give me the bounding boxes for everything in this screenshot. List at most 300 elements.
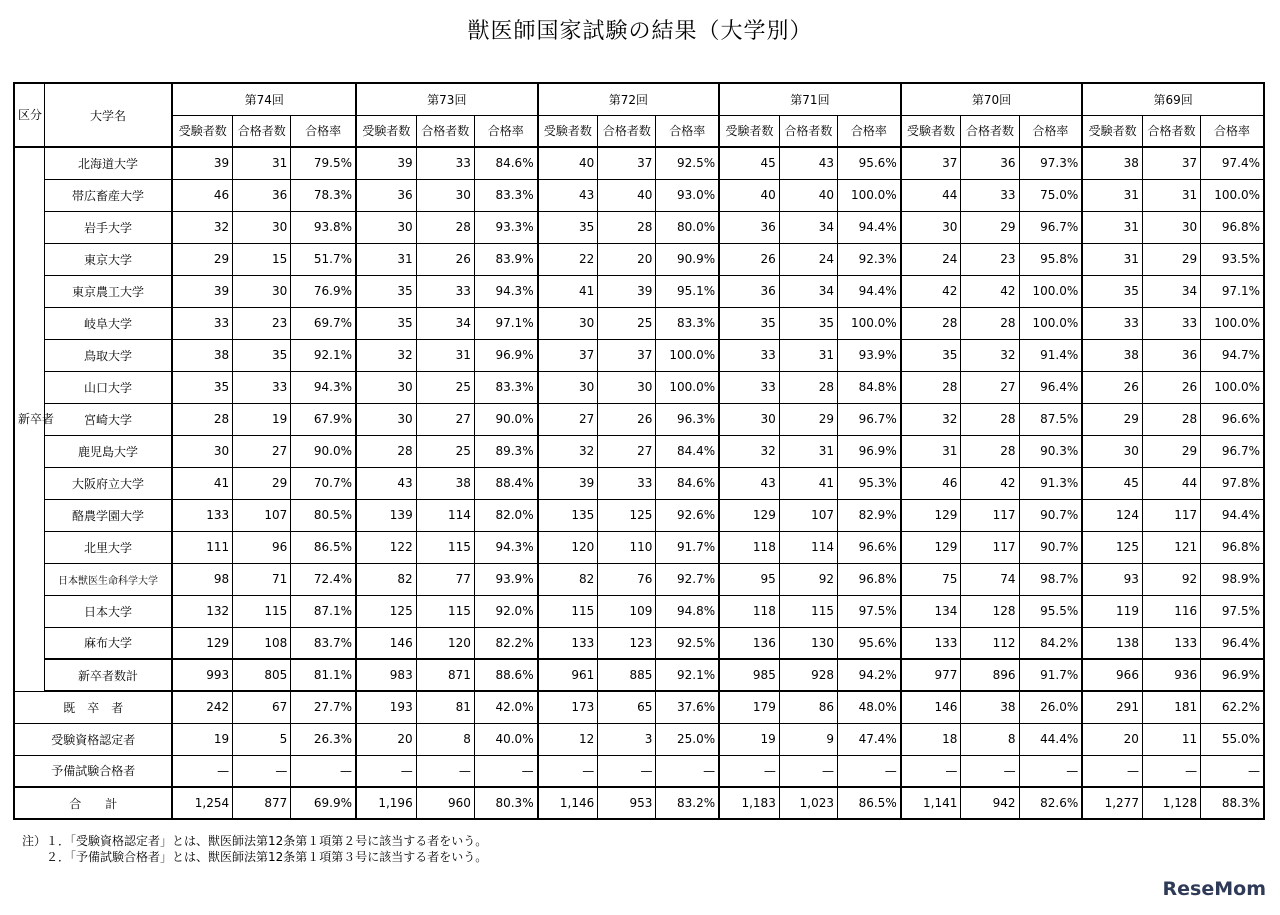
row-label: 合 計 (14, 787, 172, 819)
value-cell: 94.4% (838, 275, 901, 307)
value-cell: 1,183 (719, 787, 779, 819)
value-cell: 24 (779, 243, 837, 275)
value-cell: 100.0% (838, 307, 901, 339)
session-header: 第71回 (719, 83, 901, 115)
value-cell: 94.3% (474, 531, 537, 563)
value-cell: 130 (779, 627, 837, 659)
value-cell: 30 (598, 371, 656, 403)
value-cell: 128 (961, 595, 1019, 627)
value-cell: 30 (356, 403, 416, 435)
value-cell: 86.5% (838, 787, 901, 819)
value-cell: 96.4% (1201, 627, 1264, 659)
value-cell: 69.7% (291, 307, 356, 339)
value-cell: 1,128 (1142, 787, 1200, 819)
value-cell: 45 (1082, 467, 1142, 499)
value-cell: — (779, 755, 837, 787)
value-cell: 123 (598, 627, 656, 659)
value-cell: 36 (719, 211, 779, 243)
value-cell: 25 (416, 371, 474, 403)
value-cell: 19 (172, 723, 232, 755)
value-cell: 985 (719, 659, 779, 691)
value-cell: 1,146 (538, 787, 598, 819)
value-cell: 30 (416, 179, 474, 211)
value-cell: 28 (1142, 403, 1200, 435)
value-cell: 45 (719, 147, 779, 179)
value-cell: 75.0% (1019, 179, 1082, 211)
value-cell: 34 (416, 307, 474, 339)
value-cell: 33 (416, 275, 474, 307)
value-cell: 84.6% (656, 467, 719, 499)
value-cell: 92.5% (656, 147, 719, 179)
table-row (14, 147, 1264, 179)
value-cell: 88.6% (474, 659, 537, 691)
value-cell: 96.7% (1019, 211, 1082, 243)
value-cell: 79.5% (291, 147, 356, 179)
value-cell: 111 (172, 531, 232, 563)
value-cell: 96.3% (656, 403, 719, 435)
value-cell: 30 (719, 403, 779, 435)
value-cell: 92.7% (656, 563, 719, 595)
new-graduates-total-row (14, 659, 1264, 691)
value-cell: 31 (416, 339, 474, 371)
table-row (14, 435, 1264, 467)
value-cell: 100.0% (1019, 275, 1082, 307)
value-cell: 35 (356, 307, 416, 339)
value-cell: 41 (779, 467, 837, 499)
value-cell: 871 (416, 659, 474, 691)
value-cell: 97.4% (1201, 147, 1264, 179)
value-cell: 96.8% (1201, 531, 1264, 563)
value-cell: 86.5% (291, 531, 356, 563)
column-header: 合格率 (1019, 115, 1082, 147)
value-cell: 96.8% (838, 563, 901, 595)
value-cell: 62.2% (1201, 691, 1264, 723)
value-cell: 115 (416, 531, 474, 563)
value-cell: 31 (901, 435, 961, 467)
value-cell: 88.4% (474, 467, 537, 499)
value-cell: 928 (779, 659, 837, 691)
value-cell: 30 (172, 435, 232, 467)
value-cell: — (1019, 755, 1082, 787)
value-cell: 97.1% (1201, 275, 1264, 307)
value-cell: 74 (961, 563, 1019, 595)
university-name: 日本獣医生命科学大学 (44, 563, 172, 595)
value-cell: 100.0% (656, 339, 719, 371)
value-cell: — (416, 755, 474, 787)
university-name: 岐阜大学 (44, 307, 172, 339)
value-cell: 91.7% (1019, 659, 1082, 691)
value-cell: 92.1% (291, 339, 356, 371)
grand-total-row (14, 787, 1264, 819)
value-cell: 35 (779, 307, 837, 339)
university-name: 鹿児島大学 (44, 435, 172, 467)
column-header: 合格率 (474, 115, 537, 147)
value-cell: 98 (172, 563, 232, 595)
value-cell: 28 (416, 211, 474, 243)
value-cell: 82 (356, 563, 416, 595)
value-cell: 94.3% (474, 275, 537, 307)
value-cell: 193 (356, 691, 416, 723)
table-row (14, 179, 1264, 211)
value-cell: 81 (416, 691, 474, 723)
value-cell: 90.0% (291, 435, 356, 467)
value-cell: 30 (538, 307, 598, 339)
value-cell: 38 (1082, 339, 1142, 371)
university-name: 日本大学 (44, 595, 172, 627)
value-cell: — (719, 755, 779, 787)
value-cell: 83.2% (656, 787, 719, 819)
value-cell: 98.7% (1019, 563, 1082, 595)
value-cell: 29 (233, 467, 291, 499)
value-cell: 30 (1142, 211, 1200, 243)
value-cell: 82.2% (474, 627, 537, 659)
value-cell: 35 (172, 371, 232, 403)
value-cell: 30 (356, 211, 416, 243)
column-header: 合格者数 (598, 115, 656, 147)
value-cell: 966 (1082, 659, 1142, 691)
value-cell: 96.4% (1019, 371, 1082, 403)
value-cell: 69.9% (291, 787, 356, 819)
value-cell: 30 (1082, 435, 1142, 467)
value-cell: 94.4% (838, 211, 901, 243)
value-cell: 36 (233, 179, 291, 211)
value-cell: 146 (901, 691, 961, 723)
value-cell: 19 (233, 403, 291, 435)
value-cell: 35 (719, 307, 779, 339)
value-cell: 65 (598, 691, 656, 723)
value-cell: 119 (1082, 595, 1142, 627)
table-row (14, 627, 1264, 659)
value-cell: 125 (356, 595, 416, 627)
table-row (14, 339, 1264, 371)
value-cell: 93.9% (838, 339, 901, 371)
value-cell: 83.3% (656, 307, 719, 339)
table-row (14, 243, 1264, 275)
value-cell: 117 (961, 499, 1019, 531)
value-cell: 42 (961, 467, 1019, 499)
value-cell: 121 (1142, 531, 1200, 563)
page-title: 獣医師国家試験の結果（大学別） (467, 19, 813, 44)
value-cell: 43 (538, 179, 598, 211)
value-cell: 97.1% (474, 307, 537, 339)
value-cell: 136 (719, 627, 779, 659)
value-cell: 93.8% (291, 211, 356, 243)
table-row (14, 403, 1264, 435)
value-cell: 92 (1142, 563, 1200, 595)
value-cell: 92.1% (656, 659, 719, 691)
row-label: 既 卒 者 (14, 691, 172, 723)
value-cell: 83.3% (474, 179, 537, 211)
value-cell: 27 (538, 403, 598, 435)
value-cell: 8 (416, 723, 474, 755)
value-cell: 885 (598, 659, 656, 691)
value-cell: 95.5% (1019, 595, 1082, 627)
value-cell: 40 (719, 179, 779, 211)
value-cell: 37 (598, 147, 656, 179)
table-row (14, 755, 1264, 787)
value-cell: 94.7% (1201, 339, 1264, 371)
value-cell: 80.5% (291, 499, 356, 531)
value-cell: 5 (233, 723, 291, 755)
value-cell: 9 (779, 723, 837, 755)
value-cell: 242 (172, 691, 232, 723)
value-cell: 96.7% (838, 403, 901, 435)
value-cell: 94.2% (838, 659, 901, 691)
value-cell: 36 (356, 179, 416, 211)
value-cell: 91.7% (656, 531, 719, 563)
value-cell: 39 (172, 147, 232, 179)
value-cell: 28 (356, 435, 416, 467)
session-header: 第74回 (172, 83, 356, 115)
value-cell: 97.8% (1201, 467, 1264, 499)
value-cell: 33 (172, 307, 232, 339)
value-cell: 27 (961, 371, 1019, 403)
value-cell: 92.0% (474, 595, 537, 627)
value-cell: 122 (356, 531, 416, 563)
value-cell: 129 (719, 499, 779, 531)
value-cell: 146 (356, 627, 416, 659)
value-cell: 26 (1142, 371, 1200, 403)
value-cell: 8 (961, 723, 1019, 755)
column-header: 受験者数 (172, 115, 232, 147)
value-cell: 82.6% (1019, 787, 1082, 819)
value-cell: 42.0% (474, 691, 537, 723)
session-header: 第69回 (1082, 83, 1264, 115)
value-cell: 36 (961, 147, 1019, 179)
value-cell: 179 (719, 691, 779, 723)
value-cell: 91.3% (1019, 467, 1082, 499)
value-cell: 96.9% (838, 435, 901, 467)
value-cell: 94.4% (1201, 499, 1264, 531)
value-cell: 291 (1082, 691, 1142, 723)
value-cell: 84.2% (1019, 627, 1082, 659)
value-cell: 28 (779, 371, 837, 403)
value-cell: 33 (416, 147, 474, 179)
value-cell: 47.4% (838, 723, 901, 755)
university-name: 北海道大学 (44, 147, 172, 179)
value-cell: 96.7% (1201, 435, 1264, 467)
value-cell: — (291, 755, 356, 787)
value-cell: 43 (356, 467, 416, 499)
value-cell: 110 (598, 531, 656, 563)
value-cell: 51.7% (291, 243, 356, 275)
value-cell: 33 (961, 179, 1019, 211)
value-cell: 26 (598, 403, 656, 435)
value-cell: 90.7% (1019, 499, 1082, 531)
value-cell: 96.8% (1201, 211, 1264, 243)
column-header: 合格者数 (779, 115, 837, 147)
value-cell: 96.6% (1201, 403, 1264, 435)
value-cell: 120 (416, 627, 474, 659)
value-cell: 33 (719, 371, 779, 403)
value-cell: 138 (1082, 627, 1142, 659)
value-cell: 133 (1142, 627, 1200, 659)
value-cell: 31 (233, 147, 291, 179)
value-cell: 93.0% (656, 179, 719, 211)
value-cell: 92 (779, 563, 837, 595)
value-cell: 94.8% (656, 595, 719, 627)
value-cell: — (538, 755, 598, 787)
column-header: 合格率 (838, 115, 901, 147)
value-cell: 28 (901, 307, 961, 339)
value-cell: 31 (779, 435, 837, 467)
table-row (14, 211, 1264, 243)
column-header: 合格率 (1201, 115, 1264, 147)
value-cell: — (474, 755, 537, 787)
category-char: 者 (42, 412, 55, 427)
value-cell: 42 (961, 275, 1019, 307)
value-cell: 40 (538, 147, 598, 179)
value-cell: 12 (538, 723, 598, 755)
value-cell: 33 (233, 371, 291, 403)
value-cell: 97.5% (1201, 595, 1264, 627)
value-cell: 32 (719, 435, 779, 467)
session-header: 第70回 (901, 83, 1083, 115)
value-cell: 31 (356, 243, 416, 275)
value-cell: 81.1% (291, 659, 356, 691)
value-cell: 26 (416, 243, 474, 275)
table-row (14, 275, 1264, 307)
value-cell: 960 (416, 787, 474, 819)
value-cell: 129 (901, 499, 961, 531)
value-cell: 129 (901, 531, 961, 563)
value-cell: 181 (1142, 691, 1200, 723)
value-cell: 31 (1082, 243, 1142, 275)
footnote-line: 注）１．「受験資格認定者」とは、獣医師法第12条第１項第２号に該当する者をいう。 (22, 834, 488, 848)
value-cell: 67.9% (291, 403, 356, 435)
value-cell: 82.0% (474, 499, 537, 531)
value-cell: — (598, 755, 656, 787)
value-cell: 38 (416, 467, 474, 499)
table-row (14, 307, 1264, 339)
value-cell: 112 (961, 627, 1019, 659)
value-cell: 70.7% (291, 467, 356, 499)
value-cell: 35 (356, 275, 416, 307)
value-cell: 100.0% (1019, 307, 1082, 339)
value-cell: 32 (961, 339, 1019, 371)
footnotes (22, 833, 487, 865)
value-cell: 75 (901, 563, 961, 595)
value-cell: 100.0% (1201, 371, 1264, 403)
value-cell: 31 (1082, 211, 1142, 243)
table-row (14, 595, 1264, 627)
value-cell: 28 (598, 211, 656, 243)
value-cell: 38 (172, 339, 232, 371)
value-cell: 20 (1082, 723, 1142, 755)
value-cell: 44 (901, 179, 961, 211)
value-cell: 82.9% (838, 499, 901, 531)
value-cell: 125 (598, 499, 656, 531)
column-header: 合格者数 (416, 115, 474, 147)
value-cell: — (172, 755, 232, 787)
university-name: 帯広畜産大学 (44, 179, 172, 211)
value-cell: 71 (233, 563, 291, 595)
value-cell: 23 (961, 243, 1019, 275)
value-cell: 36 (719, 275, 779, 307)
value-cell: 76.9% (291, 275, 356, 307)
value-cell: 1,196 (356, 787, 416, 819)
value-cell: 115 (538, 595, 598, 627)
row-label: 受験資格認定者 (14, 723, 172, 755)
value-cell: 30 (538, 371, 598, 403)
column-header: 受験者数 (719, 115, 779, 147)
value-cell: 33 (598, 467, 656, 499)
value-cell: 31 (779, 339, 837, 371)
value-cell: 877 (233, 787, 291, 819)
value-cell: 115 (779, 595, 837, 627)
value-cell: 27 (416, 403, 474, 435)
value-cell: 41 (172, 467, 232, 499)
university-name: 岩手大学 (44, 211, 172, 243)
value-cell: 20 (598, 243, 656, 275)
value-cell: 37 (538, 339, 598, 371)
value-cell: 38 (1082, 147, 1142, 179)
table-row (14, 371, 1264, 403)
category-char: 新 (18, 412, 31, 427)
value-cell: 84.8% (838, 371, 901, 403)
value-cell: 114 (779, 531, 837, 563)
value-cell: 29 (961, 211, 1019, 243)
value-cell: 35 (233, 339, 291, 371)
university-name: 麻布大学 (44, 627, 172, 659)
value-cell: 133 (538, 627, 598, 659)
value-cell: 953 (598, 787, 656, 819)
value-cell: 25.0% (656, 723, 719, 755)
value-cell: 983 (356, 659, 416, 691)
header-row-sessions (14, 83, 1264, 115)
value-cell: 39 (538, 467, 598, 499)
value-cell: 44 (1142, 467, 1200, 499)
value-cell: 26 (719, 243, 779, 275)
value-cell: 28 (961, 435, 1019, 467)
value-cell: 92.5% (656, 627, 719, 659)
value-cell: 77 (416, 563, 474, 595)
value-cell: 37.6% (656, 691, 719, 723)
value-cell: 805 (233, 659, 291, 691)
value-cell: 129 (172, 627, 232, 659)
value-cell: 936 (1142, 659, 1200, 691)
value-cell: 40 (779, 179, 837, 211)
value-cell: 993 (172, 659, 232, 691)
value-cell: 46 (172, 179, 232, 211)
column-header: 合格者数 (233, 115, 291, 147)
value-cell: 44.4% (1019, 723, 1082, 755)
value-cell: 100.0% (838, 179, 901, 211)
value-cell: 95.8% (1019, 243, 1082, 275)
value-cell: 41 (538, 275, 598, 307)
table-row (14, 563, 1264, 595)
value-cell: 95.1% (656, 275, 719, 307)
value-cell: — (1201, 755, 1264, 787)
value-cell: 93.5% (1201, 243, 1264, 275)
value-cell: 96.9% (474, 339, 537, 371)
value-cell: 46 (901, 467, 961, 499)
header-row-columns (14, 115, 1264, 147)
value-cell: 92.3% (838, 243, 901, 275)
value-cell: 90.0% (474, 403, 537, 435)
university-name: 鳥取大学 (44, 339, 172, 371)
value-cell: 18 (901, 723, 961, 755)
column-header: 受験者数 (356, 115, 416, 147)
value-cell: 93.3% (474, 211, 537, 243)
value-cell: 37 (1142, 147, 1200, 179)
value-cell: 28 (172, 403, 232, 435)
table-row (14, 531, 1264, 563)
value-cell: 124 (1082, 499, 1142, 531)
value-cell: — (1142, 755, 1200, 787)
value-cell: 118 (719, 531, 779, 563)
university-name: 山口大学 (44, 371, 172, 403)
